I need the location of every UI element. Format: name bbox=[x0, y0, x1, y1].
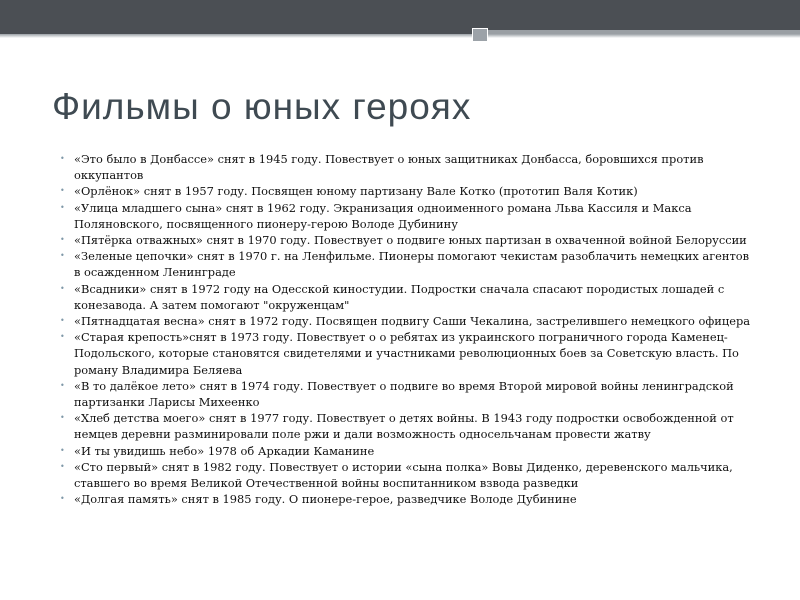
bullet-icon: • bbox=[60, 461, 65, 471]
list-item-text: «Сто первый» снят в 1982 году. Повествует о истории «сына полка» Вовы Диденко, деревенского мальчика, ставшего во время Великой Отечественной войны воспитанником взвода разведки bbox=[74, 459, 733, 491]
accent-square bbox=[472, 28, 488, 42]
bullet-icon: • bbox=[60, 154, 65, 163]
list-item bbox=[60, 200, 754, 232]
list-item-text: «Всадники» снят в 1972 году на Одесской киностудии. Подростки сначала спасают породистых лошадей с конезавода. А затем помогают "окруженцам" bbox=[74, 281, 725, 312]
list-item bbox=[60, 491, 754, 507]
bullet-icon: • bbox=[60, 332, 65, 342]
list-item-text: «Зеленые цепочки» снят в 1970 г. на Ленфильме. Пионеры помогают чекистам разоблачить немецких агентов в осажденном Ленинграде bbox=[74, 249, 750, 280]
list-item-text: «Это было в Донбассе» снят в 1945 году. Повествует о юных защитниках Донбасса, боровшихся против оккупантов bbox=[74, 152, 704, 183]
bullet-icon: • bbox=[60, 316, 65, 326]
bullet-icon: • bbox=[60, 283, 65, 293]
bullet-icon: • bbox=[60, 380, 65, 390]
list-item bbox=[60, 232, 754, 248]
list-item bbox=[60, 329, 754, 378]
bullet-icon: • bbox=[60, 445, 65, 455]
list-item-text: «Улица младшего сына» снят в 1962 году. Экранизация одноименного романа Льва Кассиля и Макса Поляновского, посвященного пионеру-герою Володе Дубинину bbox=[74, 200, 692, 231]
list-item bbox=[60, 378, 754, 410]
list-item bbox=[60, 443, 754, 459]
list-item bbox=[60, 459, 754, 491]
list-item bbox=[60, 313, 754, 329]
list-item-text: «Долгая память» снят в 1985 году. О пионере-герое, разведчике Володе Дубинине bbox=[74, 492, 577, 507]
bullet-icon: • bbox=[60, 202, 65, 212]
list-item-text: «Пятнадцатая весна» снят в 1972 году. Посвящен подвигу Саши Чекалина, застрелившего немецкого офицера bbox=[74, 314, 751, 329]
bullet-icon: • bbox=[60, 186, 65, 196]
list-item bbox=[60, 410, 754, 442]
top-bar-shadow bbox=[0, 34, 800, 38]
list-item-text: «Пятёрка отважных» снят в 1970 году. Повествует о подвиге юных партизан в охваченной войной Белоруссии bbox=[74, 233, 747, 248]
bullet-icon: • bbox=[60, 251, 65, 261]
slide-title: Фильмы о юных героях bbox=[52, 86, 472, 127]
bullet-list bbox=[60, 151, 754, 507]
list-item-text: «В то далёкое лето» снят в 1974 году. Повествует о подвиге во время Второй мировой войны ленинградской партизанки Ларисы Михеенко bbox=[74, 378, 734, 410]
list-item bbox=[60, 281, 754, 313]
list-item bbox=[60, 183, 754, 199]
bullet-icon: • bbox=[60, 413, 65, 423]
list-item-text: «Орлёнок» снят в 1957 году. Посвящен юному партизану Вале Котко (прототип Валя Котик) bbox=[74, 184, 638, 199]
bullet-icon: • bbox=[60, 235, 65, 245]
top-bar bbox=[0, 0, 800, 34]
list-item-text: «Хлеб детства моего» снят в 1977 году. Повествует о детях войны. В 1943 году подростки освобожденной от немцев деревни разминировали поле ржи и дали возможность односельчанам провести жатву bbox=[74, 411, 734, 442]
list-item-text: «И ты увидишь небо» 1978 об Аркадии Каманине bbox=[74, 443, 375, 458]
list-item bbox=[60, 151, 754, 183]
accent-strip bbox=[473, 30, 800, 34]
list-item-text: «Старая крепость»снят в 1973 году. Повествует о о ребятах из украинского пограничного города Каменец-Подольского, которые становятся свидетелями и участниками революционных боев за Советскую власть. По роману Владимира Беляева bbox=[74, 330, 739, 377]
bullet-icon: • bbox=[60, 494, 65, 504]
list-item bbox=[60, 248, 754, 280]
